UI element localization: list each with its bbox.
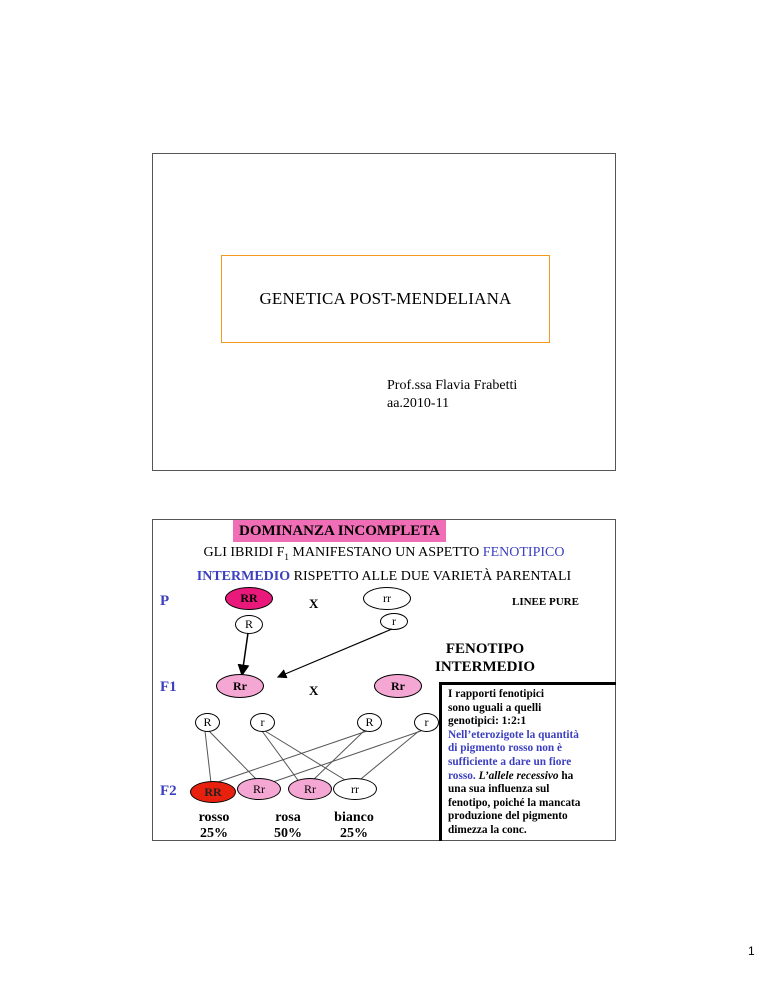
- fenotipo-intermedio-label: [432, 640, 538, 676]
- slide-1-title: GENETICA POST-MENDELIANA: [259, 289, 512, 308]
- subtitle-intermedio: INTERMEDIO: [196, 568, 291, 584]
- note-fragment: ha: [558, 769, 574, 782]
- genotype-Rr-f1-left: Rr: [216, 674, 264, 698]
- arrow-R-to-F1: [242, 633, 248, 675]
- note-line: fenotipo, poiché la mancata: [448, 796, 581, 809]
- note-line: sono uguali a quelli: [448, 701, 542, 714]
- phenotype-percent: 50%: [274, 826, 302, 841]
- page-number: 1: [748, 944, 755, 958]
- subtitle-fenotipico: FENOTIPICO: [482, 545, 565, 560]
- phenotype-rosso: [192, 810, 236, 842]
- note-line: genotipici: 1:2:1: [448, 715, 527, 728]
- gamete-R-f1-1: R: [195, 713, 220, 732]
- phenotype-name: rosa: [275, 810, 301, 825]
- subtitle-subscript: 1: [284, 551, 289, 562]
- genotype-rr-parent: rr: [363, 587, 411, 610]
- genotype-RR-parent: RR: [225, 587, 273, 610]
- gamete-R-parent: R: [235, 615, 263, 634]
- genotype-Rr-f2-2: Rr: [288, 778, 332, 800]
- genotype-Rr-f1-right: Rr: [374, 674, 422, 698]
- note-line: [448, 770, 616, 784]
- academic-year: aa.2010-11: [387, 396, 450, 411]
- phenotype-rosa: [266, 810, 310, 842]
- genotype-Rr-f2-1: Rr: [237, 778, 281, 800]
- genotype-RR-f2: RR: [190, 781, 236, 803]
- genotype-rr-f2: rr: [333, 778, 377, 800]
- subtitle-text-2: MANIFESTANO UN ASPETTO: [288, 545, 483, 560]
- linee-pure-label: LINEE PURE: [512, 596, 579, 608]
- fenotipo-line-1: FENOTIPO: [445, 641, 525, 657]
- gamete-r-parent: r: [380, 613, 408, 630]
- arrow-r-to-F1: [278, 629, 392, 677]
- note-line: Nell’eterozigote la quantità: [448, 728, 579, 741]
- explanation-note: [439, 682, 616, 841]
- note-line: una sua influenza sul: [448, 783, 550, 796]
- note-fragment: rosso.: [448, 769, 479, 782]
- phenotype-percent: 25%: [340, 826, 368, 841]
- note-line: produzione del pigmento: [448, 810, 568, 823]
- subtitle-text-1: GLI IBRIDI F: [203, 545, 285, 560]
- gamete-r-f1-1: r: [250, 713, 275, 732]
- cross-symbol-P: X: [309, 596, 319, 611]
- note-line: sufficiente a dare un fiore: [448, 755, 572, 768]
- label-P: P: [160, 593, 170, 609]
- note-line: I rapporti fenotipici: [448, 688, 545, 700]
- note-italic: L’allele recessivo: [478, 769, 559, 782]
- phenotype-name: bianco: [334, 810, 374, 825]
- note-line: di pigmento rosso non è: [448, 742, 563, 755]
- fenotipo-line-2: INTERMEDIO: [434, 659, 535, 675]
- cross-symbol-F1: X: [309, 683, 319, 698]
- phenotype-percent: 25%: [200, 826, 228, 841]
- gamete-R-f1-2: R: [357, 713, 382, 732]
- phenotype-name: rosso: [198, 810, 230, 825]
- gamete-r-f1-2: r: [414, 713, 439, 732]
- subtitle-text-3: RISPETTO ALLE DUE VARIETÀ PARENTALI: [290, 568, 572, 584]
- author-name: Prof.ssa Flavia Frabetti: [387, 378, 518, 393]
- slide-2-title: DOMINANZA INCOMPLETA: [233, 520, 446, 542]
- label-F2: F2: [160, 783, 177, 799]
- label-F1: F1: [160, 679, 177, 695]
- note-line: dimezza la conc.: [448, 823, 527, 836]
- phenotype-bianco: [325, 810, 383, 842]
